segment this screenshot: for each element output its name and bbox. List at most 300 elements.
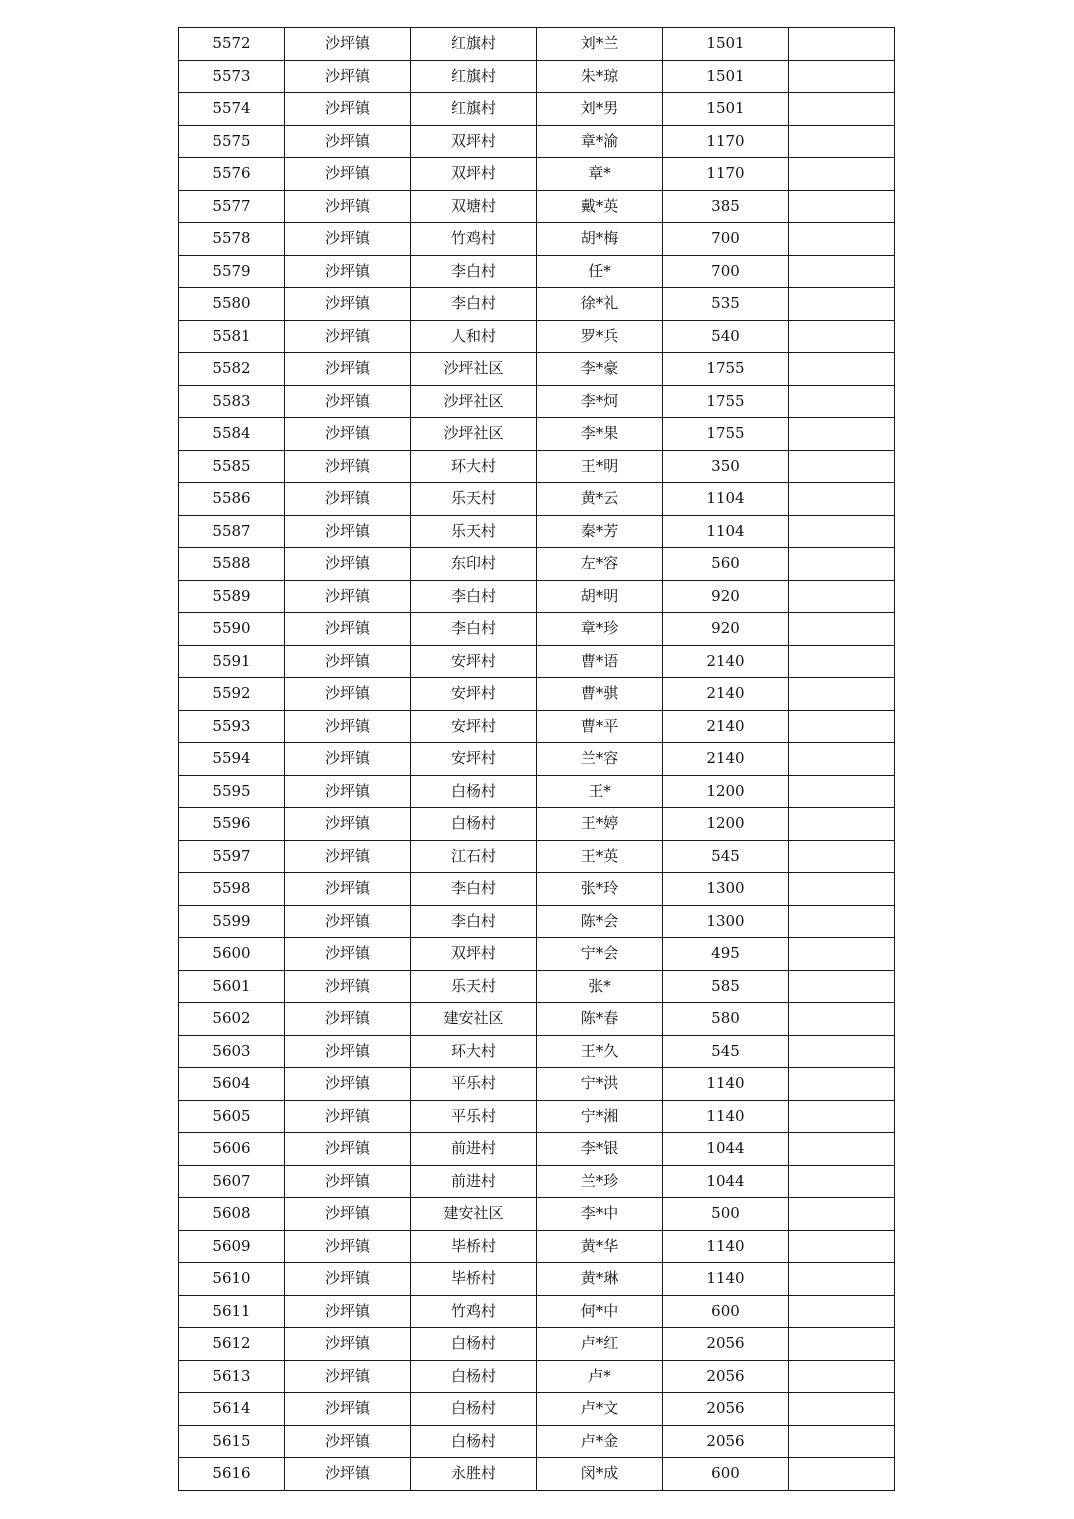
name-cell: 黄*云 bbox=[537, 483, 663, 516]
name-cell: 章*珍 bbox=[537, 613, 663, 646]
town-cell: 沙坪镇 bbox=[285, 775, 411, 808]
note-cell bbox=[789, 873, 895, 906]
town-cell: 沙坪镇 bbox=[285, 938, 411, 971]
village-cell: 环大村 bbox=[411, 450, 537, 483]
serial-number-cell: 5608 bbox=[179, 1198, 285, 1231]
village-cell: 沙坪社区 bbox=[411, 353, 537, 386]
note-cell bbox=[789, 125, 895, 158]
table-row bbox=[179, 808, 895, 841]
serial-number-cell: 5613 bbox=[179, 1360, 285, 1393]
amount-cell: 700 bbox=[663, 255, 789, 288]
roster-table-body bbox=[179, 28, 895, 1491]
serial-number-cell: 5579 bbox=[179, 255, 285, 288]
village-cell: 双坪村 bbox=[411, 938, 537, 971]
serial-number-cell: 5605 bbox=[179, 1100, 285, 1133]
amount-cell: 1200 bbox=[663, 775, 789, 808]
village-cell: 李白村 bbox=[411, 613, 537, 646]
village-cell: 建安社区 bbox=[411, 1003, 537, 1036]
table-row bbox=[179, 255, 895, 288]
amount-cell: 1170 bbox=[663, 158, 789, 191]
note-cell bbox=[789, 1328, 895, 1361]
note-cell bbox=[789, 450, 895, 483]
village-cell: 毕桥村 bbox=[411, 1230, 537, 1263]
village-cell: 李白村 bbox=[411, 905, 537, 938]
name-cell: 李*银 bbox=[537, 1133, 663, 1166]
amount-cell: 1104 bbox=[663, 515, 789, 548]
note-cell bbox=[789, 1360, 895, 1393]
village-cell: 双坪村 bbox=[411, 158, 537, 191]
serial-number-cell: 5585 bbox=[179, 450, 285, 483]
name-cell: 王*英 bbox=[537, 840, 663, 873]
serial-number-cell: 5616 bbox=[179, 1458, 285, 1491]
amount-cell: 1044 bbox=[663, 1133, 789, 1166]
note-cell bbox=[789, 1003, 895, 1036]
village-cell: 永胜村 bbox=[411, 1458, 537, 1491]
serial-number-cell: 5575 bbox=[179, 125, 285, 158]
village-cell: 双坪村 bbox=[411, 125, 537, 158]
table-row bbox=[179, 1165, 895, 1198]
village-cell: 毕桥村 bbox=[411, 1263, 537, 1296]
table-row bbox=[179, 288, 895, 321]
village-cell: 江石村 bbox=[411, 840, 537, 873]
table-row bbox=[179, 1458, 895, 1491]
name-cell: 黄*琳 bbox=[537, 1263, 663, 1296]
table-row bbox=[179, 1230, 895, 1263]
table-row bbox=[179, 873, 895, 906]
village-cell: 平乐村 bbox=[411, 1068, 537, 1101]
town-cell: 沙坪镇 bbox=[285, 808, 411, 841]
name-cell: 罗*兵 bbox=[537, 320, 663, 353]
amount-cell: 385 bbox=[663, 190, 789, 223]
serial-number-cell: 5588 bbox=[179, 548, 285, 581]
name-cell: 任* bbox=[537, 255, 663, 288]
town-cell: 沙坪镇 bbox=[285, 28, 411, 61]
name-cell: 卢* bbox=[537, 1360, 663, 1393]
table-row bbox=[179, 1425, 895, 1458]
village-cell: 红旗村 bbox=[411, 60, 537, 93]
village-cell: 李白村 bbox=[411, 255, 537, 288]
name-cell: 曹*平 bbox=[537, 710, 663, 743]
table-row bbox=[179, 1393, 895, 1426]
town-cell: 沙坪镇 bbox=[285, 1165, 411, 1198]
table-row bbox=[179, 743, 895, 776]
note-cell bbox=[789, 970, 895, 1003]
table-row bbox=[179, 1263, 895, 1296]
amount-cell: 1200 bbox=[663, 808, 789, 841]
serial-number-cell: 5582 bbox=[179, 353, 285, 386]
table-row bbox=[179, 93, 895, 126]
note-cell bbox=[789, 840, 895, 873]
town-cell: 沙坪镇 bbox=[285, 645, 411, 678]
name-cell: 戴*英 bbox=[537, 190, 663, 223]
table-row bbox=[179, 385, 895, 418]
village-cell: 白杨村 bbox=[411, 1360, 537, 1393]
note-cell bbox=[789, 255, 895, 288]
note-cell bbox=[789, 1133, 895, 1166]
town-cell: 沙坪镇 bbox=[285, 1458, 411, 1491]
town-cell: 沙坪镇 bbox=[285, 288, 411, 321]
village-cell: 建安社区 bbox=[411, 1198, 537, 1231]
table-row bbox=[179, 483, 895, 516]
table-row bbox=[179, 1068, 895, 1101]
table-row bbox=[179, 1035, 895, 1068]
serial-number-cell: 5589 bbox=[179, 580, 285, 613]
town-cell: 沙坪镇 bbox=[285, 515, 411, 548]
table-row bbox=[179, 125, 895, 158]
name-cell: 胡*梅 bbox=[537, 223, 663, 256]
amount-cell: 1140 bbox=[663, 1100, 789, 1133]
serial-number-cell: 5600 bbox=[179, 938, 285, 971]
table-row bbox=[179, 1328, 895, 1361]
name-cell: 王* bbox=[537, 775, 663, 808]
table-row bbox=[179, 1100, 895, 1133]
town-cell: 沙坪镇 bbox=[285, 1328, 411, 1361]
village-cell: 李白村 bbox=[411, 288, 537, 321]
town-cell: 沙坪镇 bbox=[285, 1133, 411, 1166]
town-cell: 沙坪镇 bbox=[285, 1393, 411, 1426]
town-cell: 沙坪镇 bbox=[285, 613, 411, 646]
amount-cell: 920 bbox=[663, 613, 789, 646]
note-cell bbox=[789, 548, 895, 581]
amount-cell: 1501 bbox=[663, 93, 789, 126]
table-row bbox=[179, 1295, 895, 1328]
amount-cell: 1501 bbox=[663, 28, 789, 61]
note-cell bbox=[789, 645, 895, 678]
village-cell: 乐天村 bbox=[411, 483, 537, 516]
village-cell: 安坪村 bbox=[411, 710, 537, 743]
name-cell: 刘*男 bbox=[537, 93, 663, 126]
amount-cell: 700 bbox=[663, 223, 789, 256]
amount-cell: 1140 bbox=[663, 1263, 789, 1296]
name-cell: 黄*华 bbox=[537, 1230, 663, 1263]
amount-cell: 2140 bbox=[663, 743, 789, 776]
village-cell: 白杨村 bbox=[411, 1393, 537, 1426]
name-cell: 王*久 bbox=[537, 1035, 663, 1068]
note-cell bbox=[789, 223, 895, 256]
amount-cell: 1300 bbox=[663, 905, 789, 938]
name-cell: 章* bbox=[537, 158, 663, 191]
amount-cell: 1140 bbox=[663, 1068, 789, 1101]
amount-cell: 585 bbox=[663, 970, 789, 1003]
town-cell: 沙坪镇 bbox=[285, 710, 411, 743]
table-row bbox=[179, 840, 895, 873]
note-cell bbox=[789, 1263, 895, 1296]
table-row bbox=[179, 678, 895, 711]
amount-cell: 545 bbox=[663, 840, 789, 873]
note-cell bbox=[789, 93, 895, 126]
note-cell bbox=[789, 1198, 895, 1231]
table-row bbox=[179, 1198, 895, 1231]
note-cell bbox=[789, 1165, 895, 1198]
village-cell: 白杨村 bbox=[411, 1328, 537, 1361]
note-cell bbox=[789, 580, 895, 613]
amount-cell: 540 bbox=[663, 320, 789, 353]
table-row bbox=[179, 645, 895, 678]
town-cell: 沙坪镇 bbox=[285, 580, 411, 613]
roster-table bbox=[178, 27, 895, 1491]
village-cell: 红旗村 bbox=[411, 93, 537, 126]
amount-cell: 2056 bbox=[663, 1328, 789, 1361]
town-cell: 沙坪镇 bbox=[285, 1263, 411, 1296]
amount-cell: 1104 bbox=[663, 483, 789, 516]
serial-number-cell: 5604 bbox=[179, 1068, 285, 1101]
town-cell: 沙坪镇 bbox=[285, 255, 411, 288]
table-row bbox=[179, 970, 895, 1003]
town-cell: 沙坪镇 bbox=[285, 1230, 411, 1263]
name-cell: 卢*文 bbox=[537, 1393, 663, 1426]
note-cell bbox=[789, 353, 895, 386]
note-cell bbox=[789, 905, 895, 938]
name-cell: 宁*湘 bbox=[537, 1100, 663, 1133]
note-cell bbox=[789, 775, 895, 808]
name-cell: 李*豪 bbox=[537, 353, 663, 386]
name-cell: 曹*语 bbox=[537, 645, 663, 678]
town-cell: 沙坪镇 bbox=[285, 1425, 411, 1458]
serial-number-cell: 5602 bbox=[179, 1003, 285, 1036]
town-cell: 沙坪镇 bbox=[285, 743, 411, 776]
name-cell: 李*果 bbox=[537, 418, 663, 451]
serial-number-cell: 5587 bbox=[179, 515, 285, 548]
serial-number-cell: 5603 bbox=[179, 1035, 285, 1068]
note-cell bbox=[789, 28, 895, 61]
amount-cell: 1140 bbox=[663, 1230, 789, 1263]
amount-cell: 600 bbox=[663, 1295, 789, 1328]
name-cell: 李*中 bbox=[537, 1198, 663, 1231]
serial-number-cell: 5615 bbox=[179, 1425, 285, 1458]
amount-cell: 2140 bbox=[663, 710, 789, 743]
village-cell: 白杨村 bbox=[411, 775, 537, 808]
table-row bbox=[179, 1003, 895, 1036]
amount-cell: 1501 bbox=[663, 60, 789, 93]
serial-number-cell: 5581 bbox=[179, 320, 285, 353]
name-cell: 曹*骐 bbox=[537, 678, 663, 711]
serial-number-cell: 5574 bbox=[179, 93, 285, 126]
village-cell: 环大村 bbox=[411, 1035, 537, 1068]
table-row bbox=[179, 320, 895, 353]
serial-number-cell: 5599 bbox=[179, 905, 285, 938]
serial-number-cell: 5580 bbox=[179, 288, 285, 321]
table-row bbox=[179, 548, 895, 581]
serial-number-cell: 5596 bbox=[179, 808, 285, 841]
village-cell: 李白村 bbox=[411, 580, 537, 613]
town-cell: 沙坪镇 bbox=[285, 223, 411, 256]
amount-cell: 2056 bbox=[663, 1393, 789, 1426]
table-row bbox=[179, 905, 895, 938]
name-cell: 何*中 bbox=[537, 1295, 663, 1328]
village-cell: 白杨村 bbox=[411, 1425, 537, 1458]
note-cell bbox=[789, 385, 895, 418]
name-cell: 兰*容 bbox=[537, 743, 663, 776]
serial-number-cell: 5598 bbox=[179, 873, 285, 906]
name-cell: 左*容 bbox=[537, 548, 663, 581]
village-cell: 前进村 bbox=[411, 1165, 537, 1198]
serial-number-cell: 5592 bbox=[179, 678, 285, 711]
note-cell bbox=[789, 60, 895, 93]
table-row bbox=[179, 158, 895, 191]
note-cell bbox=[789, 1393, 895, 1426]
amount-cell: 495 bbox=[663, 938, 789, 971]
serial-number-cell: 5610 bbox=[179, 1263, 285, 1296]
town-cell: 沙坪镇 bbox=[285, 905, 411, 938]
name-cell: 陈*春 bbox=[537, 1003, 663, 1036]
note-cell bbox=[789, 1068, 895, 1101]
note-cell bbox=[789, 1295, 895, 1328]
table-row bbox=[179, 60, 895, 93]
amount-cell: 2056 bbox=[663, 1425, 789, 1458]
name-cell: 徐*礼 bbox=[537, 288, 663, 321]
town-cell: 沙坪镇 bbox=[285, 970, 411, 1003]
amount-cell: 2140 bbox=[663, 645, 789, 678]
village-cell: 双塘村 bbox=[411, 190, 537, 223]
village-cell: 乐天村 bbox=[411, 970, 537, 1003]
amount-cell: 535 bbox=[663, 288, 789, 321]
amount-cell: 2056 bbox=[663, 1360, 789, 1393]
serial-number-cell: 5594 bbox=[179, 743, 285, 776]
town-cell: 沙坪镇 bbox=[285, 418, 411, 451]
serial-number-cell: 5595 bbox=[179, 775, 285, 808]
town-cell: 沙坪镇 bbox=[285, 385, 411, 418]
serial-number-cell: 5609 bbox=[179, 1230, 285, 1263]
village-cell: 安坪村 bbox=[411, 678, 537, 711]
village-cell: 安坪村 bbox=[411, 743, 537, 776]
table-row bbox=[179, 775, 895, 808]
amount-cell: 2140 bbox=[663, 678, 789, 711]
town-cell: 沙坪镇 bbox=[285, 1068, 411, 1101]
name-cell: 张*玲 bbox=[537, 873, 663, 906]
amount-cell: 600 bbox=[663, 1458, 789, 1491]
village-cell: 人和村 bbox=[411, 320, 537, 353]
name-cell: 章*渝 bbox=[537, 125, 663, 158]
table-row bbox=[179, 515, 895, 548]
serial-number-cell: 5573 bbox=[179, 60, 285, 93]
note-cell bbox=[789, 1230, 895, 1263]
village-cell: 白杨村 bbox=[411, 808, 537, 841]
town-cell: 沙坪镇 bbox=[285, 678, 411, 711]
village-cell: 安坪村 bbox=[411, 645, 537, 678]
name-cell: 刘*兰 bbox=[537, 28, 663, 61]
table-row bbox=[179, 418, 895, 451]
serial-number-cell: 5584 bbox=[179, 418, 285, 451]
note-cell bbox=[789, 678, 895, 711]
village-cell: 平乐村 bbox=[411, 1100, 537, 1133]
amount-cell: 1755 bbox=[663, 418, 789, 451]
town-cell: 沙坪镇 bbox=[285, 873, 411, 906]
note-cell bbox=[789, 743, 895, 776]
name-cell: 卢*红 bbox=[537, 1328, 663, 1361]
name-cell: 陈*会 bbox=[537, 905, 663, 938]
note-cell bbox=[789, 158, 895, 191]
amount-cell: 580 bbox=[663, 1003, 789, 1036]
note-cell bbox=[789, 418, 895, 451]
village-cell: 沙坪社区 bbox=[411, 385, 537, 418]
amount-cell: 1755 bbox=[663, 353, 789, 386]
table-row bbox=[179, 938, 895, 971]
village-cell: 沙坪社区 bbox=[411, 418, 537, 451]
name-cell: 胡*明 bbox=[537, 580, 663, 613]
note-cell bbox=[789, 1100, 895, 1133]
amount-cell: 1170 bbox=[663, 125, 789, 158]
serial-number-cell: 5597 bbox=[179, 840, 285, 873]
serial-number-cell: 5576 bbox=[179, 158, 285, 191]
amount-cell: 500 bbox=[663, 1198, 789, 1231]
amount-cell: 1300 bbox=[663, 873, 789, 906]
name-cell: 宁*会 bbox=[537, 938, 663, 971]
town-cell: 沙坪镇 bbox=[285, 125, 411, 158]
village-cell: 竹鸡村 bbox=[411, 223, 537, 256]
town-cell: 沙坪镇 bbox=[285, 840, 411, 873]
town-cell: 沙坪镇 bbox=[285, 1198, 411, 1231]
town-cell: 沙坪镇 bbox=[285, 353, 411, 386]
village-cell: 竹鸡村 bbox=[411, 1295, 537, 1328]
serial-number-cell: 5578 bbox=[179, 223, 285, 256]
town-cell: 沙坪镇 bbox=[285, 1003, 411, 1036]
serial-number-cell: 5607 bbox=[179, 1165, 285, 1198]
serial-number-cell: 5593 bbox=[179, 710, 285, 743]
serial-number-cell: 5606 bbox=[179, 1133, 285, 1166]
note-cell bbox=[789, 1035, 895, 1068]
table-row bbox=[179, 710, 895, 743]
name-cell: 闵*成 bbox=[537, 1458, 663, 1491]
table-row bbox=[179, 28, 895, 61]
table-row bbox=[179, 1133, 895, 1166]
serial-number-cell: 5601 bbox=[179, 970, 285, 1003]
table-row bbox=[179, 450, 895, 483]
name-cell: 王*明 bbox=[537, 450, 663, 483]
note-cell bbox=[789, 190, 895, 223]
town-cell: 沙坪镇 bbox=[285, 1035, 411, 1068]
serial-number-cell: 5614 bbox=[179, 1393, 285, 1426]
amount-cell: 350 bbox=[663, 450, 789, 483]
town-cell: 沙坪镇 bbox=[285, 1360, 411, 1393]
serial-number-cell: 5586 bbox=[179, 483, 285, 516]
name-cell: 朱*琼 bbox=[537, 60, 663, 93]
table-row bbox=[179, 1360, 895, 1393]
name-cell: 卢*金 bbox=[537, 1425, 663, 1458]
name-cell: 宁*洪 bbox=[537, 1068, 663, 1101]
town-cell: 沙坪镇 bbox=[285, 548, 411, 581]
name-cell: 兰*珍 bbox=[537, 1165, 663, 1198]
serial-number-cell: 5577 bbox=[179, 190, 285, 223]
town-cell: 沙坪镇 bbox=[285, 60, 411, 93]
town-cell: 沙坪镇 bbox=[285, 93, 411, 126]
name-cell: 李*炣 bbox=[537, 385, 663, 418]
amount-cell: 1755 bbox=[663, 385, 789, 418]
serial-number-cell: 5572 bbox=[179, 28, 285, 61]
village-cell: 李白村 bbox=[411, 873, 537, 906]
town-cell: 沙坪镇 bbox=[285, 320, 411, 353]
note-cell bbox=[789, 1458, 895, 1491]
serial-number-cell: 5611 bbox=[179, 1295, 285, 1328]
name-cell: 王*婷 bbox=[537, 808, 663, 841]
note-cell bbox=[789, 320, 895, 353]
table-row bbox=[179, 353, 895, 386]
note-cell bbox=[789, 288, 895, 321]
table-row bbox=[179, 190, 895, 223]
village-cell: 红旗村 bbox=[411, 28, 537, 61]
note-cell bbox=[789, 938, 895, 971]
amount-cell: 545 bbox=[663, 1035, 789, 1068]
table-row bbox=[179, 580, 895, 613]
serial-number-cell: 5583 bbox=[179, 385, 285, 418]
name-cell: 秦*芳 bbox=[537, 515, 663, 548]
note-cell bbox=[789, 515, 895, 548]
amount-cell: 560 bbox=[663, 548, 789, 581]
note-cell bbox=[789, 613, 895, 646]
serial-number-cell: 5591 bbox=[179, 645, 285, 678]
table-row bbox=[179, 223, 895, 256]
note-cell bbox=[789, 808, 895, 841]
amount-cell: 920 bbox=[663, 580, 789, 613]
